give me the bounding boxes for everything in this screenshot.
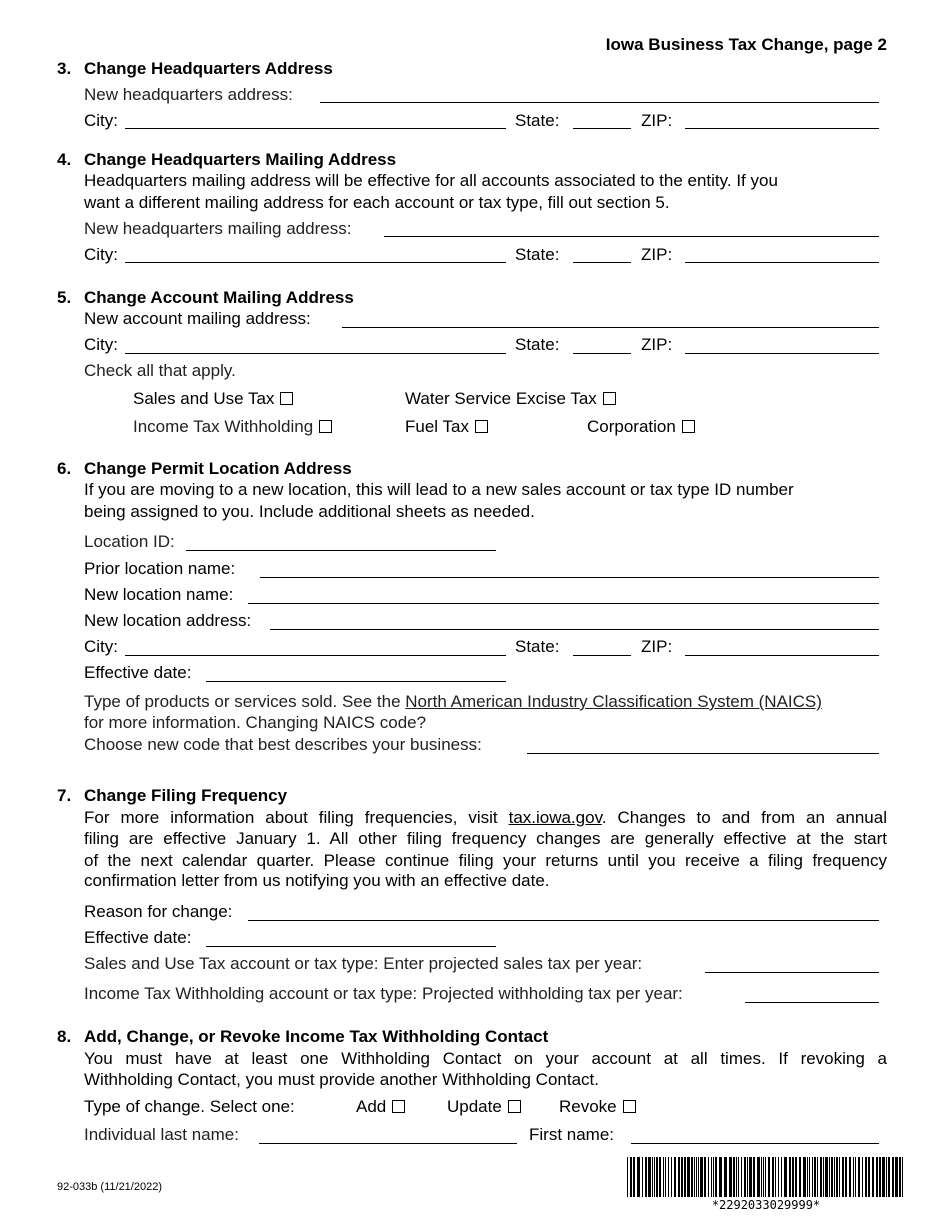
s6-naics-line2: for more information. Changing NAICS code? bbox=[84, 713, 427, 732]
s8-last-name-field[interactable] bbox=[259, 1143, 517, 1144]
s8-type-label: Type of change. Select one: bbox=[84, 1097, 295, 1116]
s7-sales-tax-field[interactable] bbox=[705, 972, 879, 973]
page-title: Iowa Business Tax Change, page 2 bbox=[605, 35, 887, 54]
checkbox-water-service[interactable] bbox=[603, 392, 616, 405]
section-7-number: 7. bbox=[57, 786, 72, 805]
s6-new-address-label: New location address: bbox=[84, 611, 252, 630]
checkbox-fuel-tax[interactable] bbox=[475, 420, 488, 433]
s6-desc-line2: being assigned to you. Include additional sheets as needed. bbox=[84, 502, 535, 521]
checkbox-income-withholding[interactable] bbox=[319, 420, 332, 433]
section-5-title: Change Account Mailing Address bbox=[84, 288, 354, 307]
s8-option-label: Update bbox=[447, 1097, 502, 1116]
s5-option-sales-use-tax[interactable] bbox=[133, 389, 293, 409]
s8-option-add[interactable] bbox=[356, 1097, 405, 1117]
checkbox-sales-use-tax[interactable] bbox=[280, 392, 293, 405]
s5-state-label: State: bbox=[515, 335, 560, 354]
s6-location-id-label: Location ID: bbox=[84, 532, 175, 551]
s7-desc-line3: of the next calendar quarter. Please continue filing your returns until you receive a filing frequency bbox=[84, 851, 887, 870]
s4-new-address-field[interactable] bbox=[384, 236, 879, 237]
checkbox-add[interactable] bbox=[392, 1100, 405, 1113]
s3-new-address-label: New headquarters address: bbox=[84, 85, 293, 104]
s6-new-address-field[interactable] bbox=[270, 629, 879, 630]
barcode bbox=[627, 1157, 905, 1197]
s6-prior-name-label: Prior location name: bbox=[84, 559, 236, 578]
s7-effective-date-field[interactable] bbox=[206, 946, 496, 947]
s5-check-all-label: Check all that apply. bbox=[84, 361, 236, 380]
s7-desc-text: . Changes to and from an annual bbox=[601, 808, 887, 827]
s4-new-address-label: New headquarters mailing address: bbox=[84, 219, 352, 238]
s6-new-name-field[interactable] bbox=[248, 603, 879, 604]
s4-state-field[interactable] bbox=[573, 262, 631, 263]
s6-prior-name-field[interactable] bbox=[260, 577, 879, 578]
s6-zip-label: ZIP: bbox=[641, 637, 673, 656]
s3-state-label: State: bbox=[515, 111, 560, 130]
s5-option-label: Income Tax Withholding bbox=[133, 417, 314, 436]
checkbox-corporation[interactable] bbox=[682, 420, 695, 433]
s7-desc-line2: filing are effective January 1. All other filing frequency changes are generally effective at the start bbox=[84, 829, 887, 848]
section-5-number: 5. bbox=[57, 288, 72, 307]
s8-option-label: Revoke bbox=[559, 1097, 617, 1116]
s5-option-label: Water Service Excise Tax bbox=[405, 389, 597, 408]
s5-option-label: Corporation bbox=[587, 417, 676, 436]
s7-reason-field[interactable] bbox=[248, 920, 879, 921]
s8-first-name-field[interactable] bbox=[631, 1143, 879, 1144]
s6-new-name-label: New location name: bbox=[84, 585, 234, 604]
checkbox-revoke[interactable] bbox=[623, 1100, 636, 1113]
s6-naics-line1 bbox=[84, 692, 822, 712]
s8-first-name-label: First name: bbox=[529, 1125, 615, 1144]
s8-option-update[interactable] bbox=[447, 1097, 521, 1117]
s8-desc-line1: You must have at least one Withholding Contact on your account at all times. If revoking a bbox=[84, 1049, 887, 1068]
section-7-title: Change Filing Frequency bbox=[84, 786, 288, 805]
s4-zip-label: ZIP: bbox=[641, 245, 673, 264]
s8-option-revoke[interactable] bbox=[559, 1097, 636, 1117]
section-6-number: 6. bbox=[57, 459, 72, 478]
s6-city-label: City: bbox=[84, 637, 118, 656]
s3-zip-field[interactable] bbox=[685, 128, 879, 129]
section-3-number: 3. bbox=[57, 59, 72, 78]
section-3-title: Change Headquarters Address bbox=[84, 59, 333, 78]
s5-option-income-withholding[interactable] bbox=[133, 417, 332, 437]
s5-zip-label: ZIP: bbox=[641, 335, 673, 354]
section-4-number: 4. bbox=[57, 150, 72, 169]
s5-city-field[interactable] bbox=[125, 353, 506, 354]
s5-option-fuel-tax[interactable] bbox=[405, 417, 488, 437]
s4-city-field[interactable] bbox=[125, 262, 506, 263]
s6-naics-code-field[interactable] bbox=[527, 753, 879, 754]
section-8-title: Add, Change, or Revoke Income Tax Withholding Contact bbox=[84, 1027, 549, 1046]
s7-desc-text: For more information about filing frequencies, visit bbox=[84, 808, 509, 827]
s6-effective-date-label: Effective date: bbox=[84, 663, 192, 682]
s6-naics-text: Type of products or services sold. See the bbox=[84, 692, 406, 711]
tax-iowa-link[interactable]: tax.iowa.gov bbox=[508, 808, 602, 827]
s5-state-field[interactable] bbox=[573, 353, 631, 354]
s6-location-id-field[interactable] bbox=[186, 550, 496, 551]
section-8-number: 8. bbox=[57, 1027, 72, 1046]
s7-effective-date-label: Effective date: bbox=[84, 928, 192, 947]
s7-sales-tax-label: Sales and Use Tax account or tax type: Enter projected sales tax per year: bbox=[84, 954, 643, 973]
s7-withholding-field[interactable] bbox=[745, 1002, 879, 1003]
s5-option-corporation[interactable] bbox=[587, 417, 695, 437]
s5-zip-field[interactable] bbox=[685, 353, 879, 354]
checkbox-update[interactable] bbox=[508, 1100, 521, 1113]
s5-option-label: Sales and Use Tax bbox=[133, 389, 275, 408]
s3-city-field[interactable] bbox=[125, 128, 506, 129]
s6-effective-date-field[interactable] bbox=[206, 681, 506, 682]
s3-new-address-field[interactable] bbox=[320, 102, 879, 103]
s7-desc-line4: confirmation letter from us notifying you with an effective date. bbox=[84, 871, 550, 890]
s3-zip-label: ZIP: bbox=[641, 111, 673, 130]
s3-state-field[interactable] bbox=[573, 128, 631, 129]
section-4-title: Change Headquarters Mailing Address bbox=[84, 150, 397, 169]
s5-option-label: Fuel Tax bbox=[405, 417, 469, 436]
s5-new-address-label: New account mailing address: bbox=[84, 309, 311, 328]
s8-last-name-label: Individual last name: bbox=[84, 1125, 239, 1144]
s6-desc-line1: If you are moving to a new location, this will lead to a new sales account or tax type ID number bbox=[84, 480, 794, 499]
s5-new-address-field[interactable] bbox=[342, 327, 879, 328]
s5-city-label: City: bbox=[84, 335, 118, 354]
s3-city-label: City: bbox=[84, 111, 118, 130]
s6-state-label: State: bbox=[515, 637, 560, 656]
s4-zip-field[interactable] bbox=[685, 262, 879, 263]
form-number: 92-033b (11/21/2022) bbox=[57, 1181, 162, 1193]
s6-city-field[interactable] bbox=[125, 655, 506, 656]
s7-desc-line1 bbox=[84, 807, 887, 829]
s6-state-field[interactable] bbox=[573, 655, 631, 656]
s8-desc-line2: Withholding Contact, you must provide another Withholding Contact. bbox=[84, 1070, 599, 1089]
section-6-title: Change Permit Location Address bbox=[84, 459, 352, 478]
s7-reason-label: Reason for change: bbox=[84, 902, 233, 921]
s4-city-label: City: bbox=[84, 245, 118, 264]
s6-zip-field[interactable] bbox=[685, 655, 879, 656]
barcode-text: *2292033029999* bbox=[711, 1198, 821, 1212]
naics-link[interactable]: North American Industry Classification System (NAICS) bbox=[405, 692, 822, 711]
s6-naics-line3: Choose new code that best describes your business: bbox=[84, 735, 482, 754]
s4-state-label: State: bbox=[515, 245, 560, 264]
s5-option-water-service[interactable] bbox=[405, 389, 616, 409]
s8-option-label: Add bbox=[356, 1097, 387, 1116]
s7-withholding-label: Income Tax Withholding account or tax type: Projected withholding tax per year: bbox=[84, 984, 683, 1003]
s4-desc-line2: want a different mailing address for each account or tax type, fill out section 5. bbox=[84, 193, 670, 212]
s4-desc-line1: Headquarters mailing address will be effective for all accounts associated to the entity. If you bbox=[84, 171, 778, 190]
